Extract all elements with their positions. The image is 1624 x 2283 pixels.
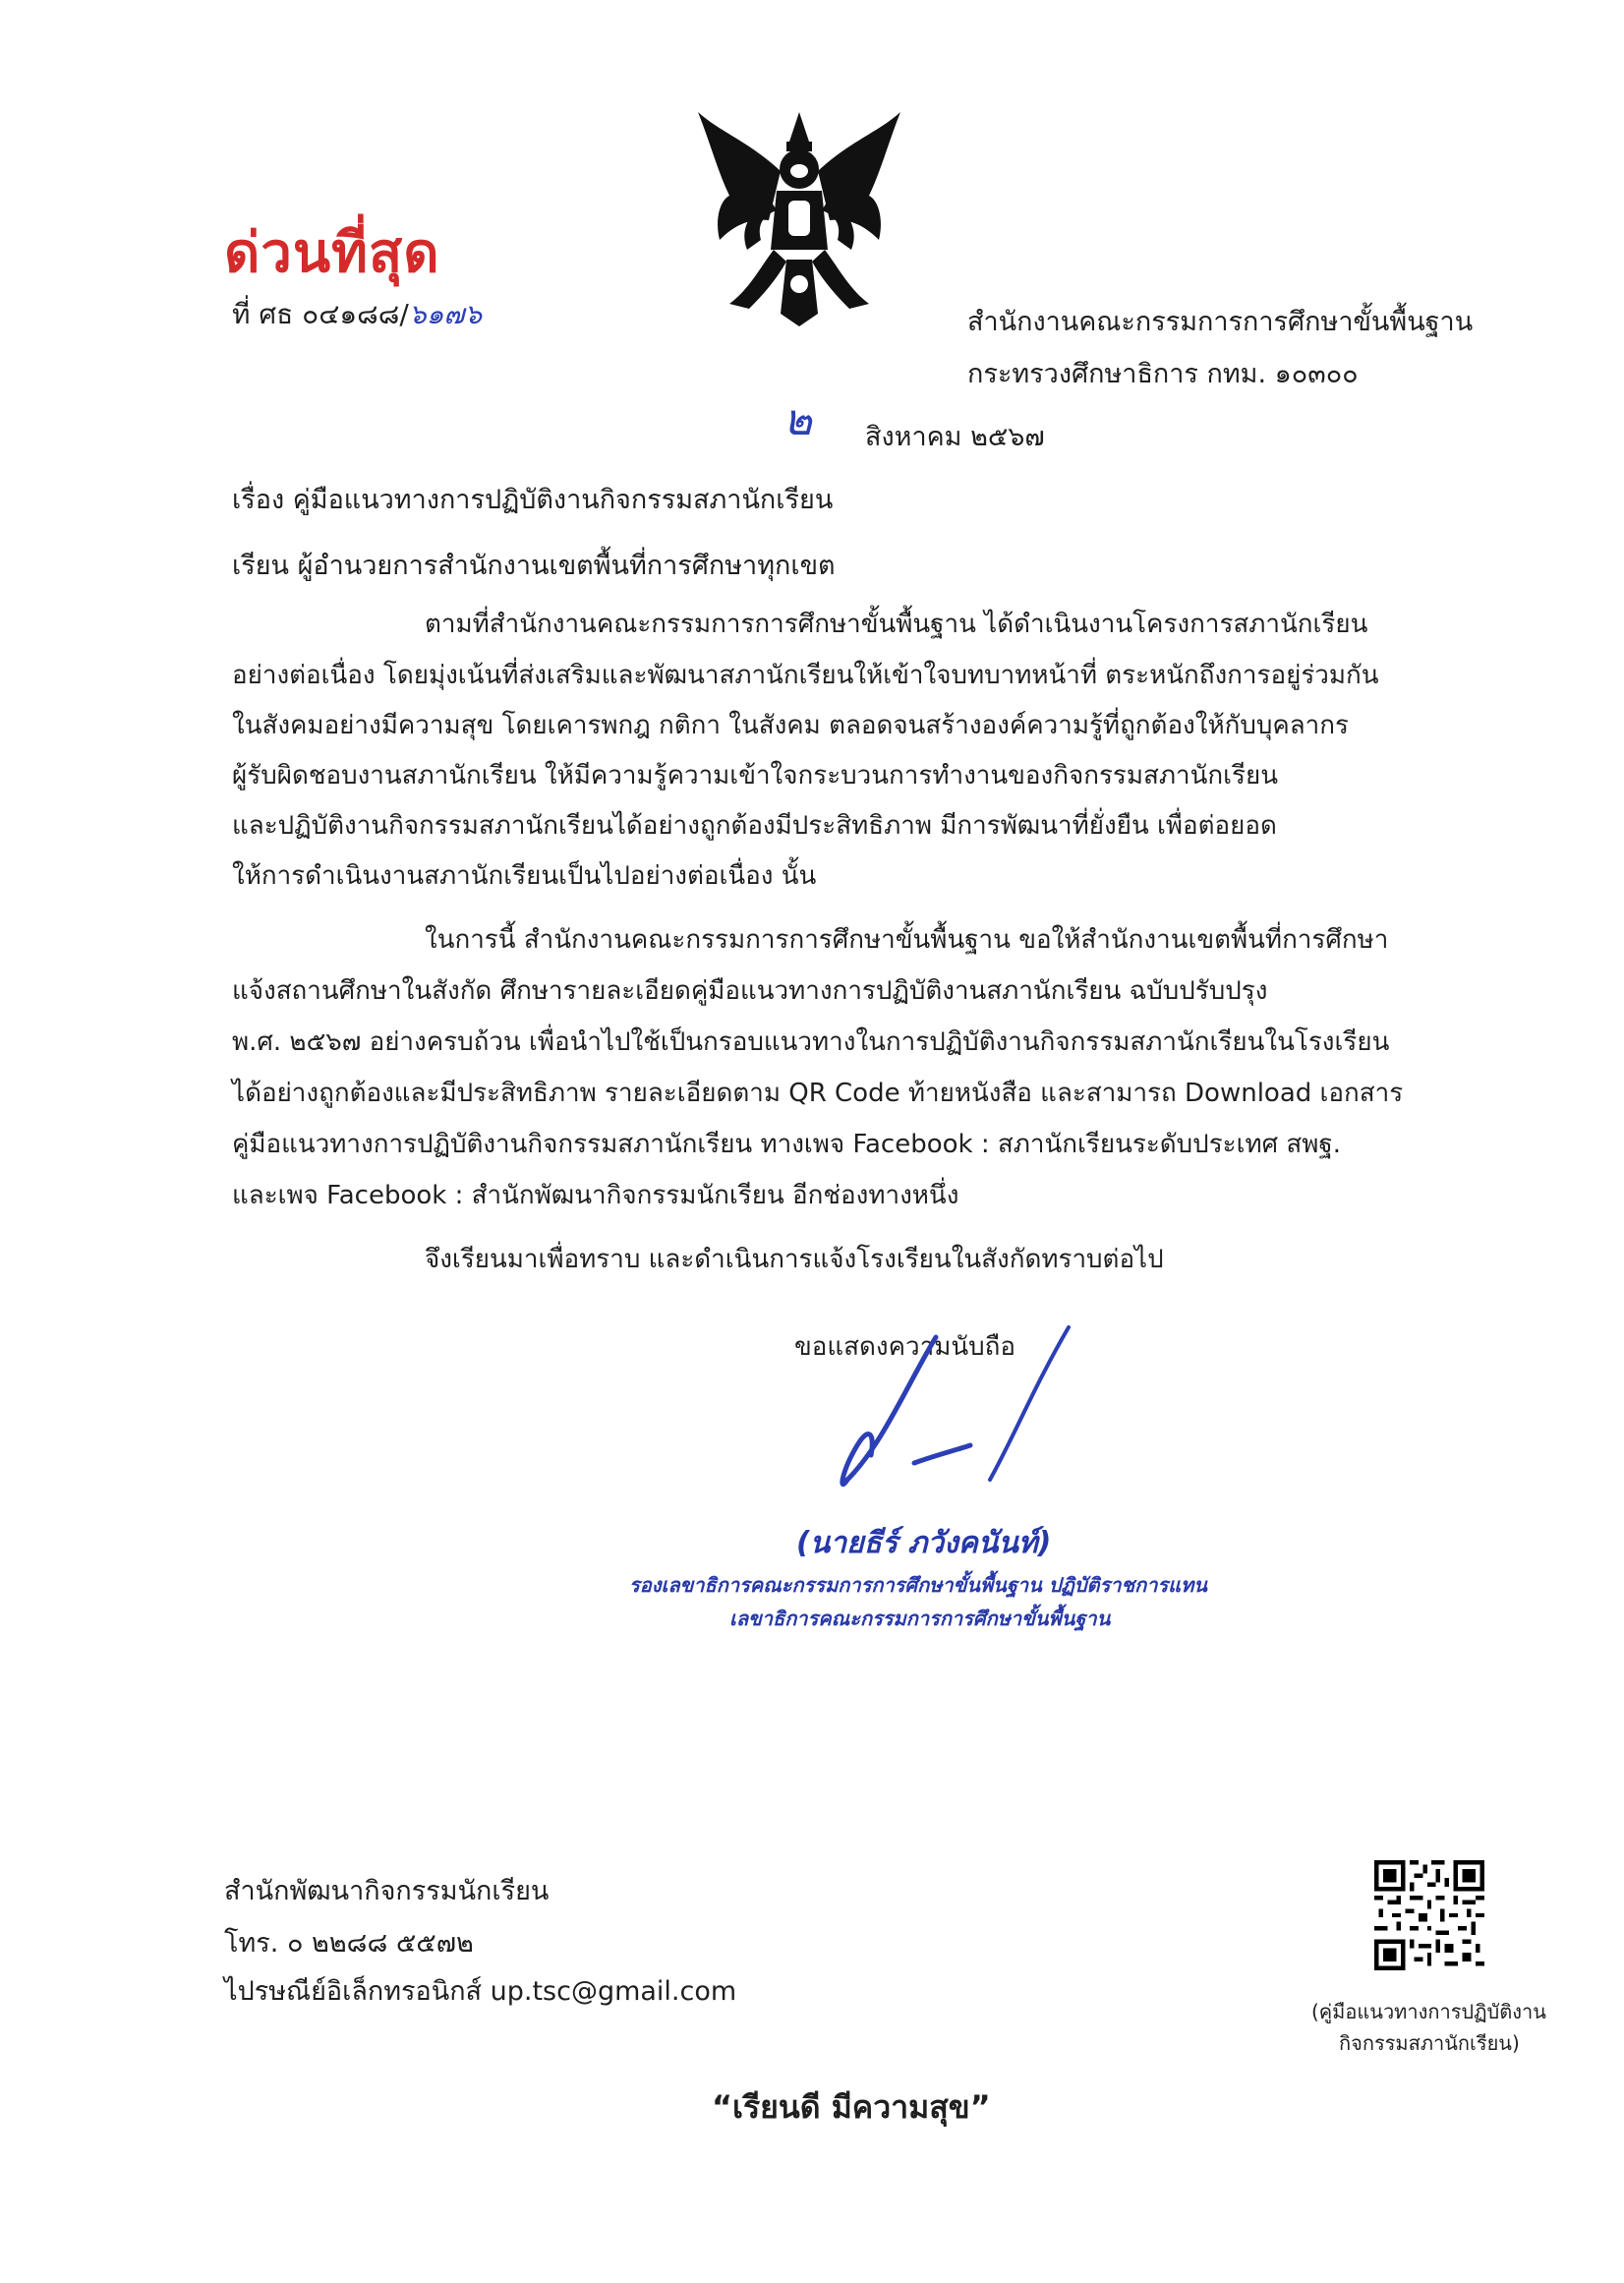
body-p1-line-3: ในสังคมอย่างมีความสุข โดยเคารพกฎ กติกา ในสังคม ตลอดจนสร้างองค์ความรู้ที่ถูกต้องให้กับบุคลากร bbox=[232, 711, 1349, 740]
body-p1-line-4: ผู้รับผิดชอบงานสภานักเรียน ให้มีความรู้ความเข้าใจกระบวนการทำงานของกิจกรรมสภานักเรียน bbox=[232, 761, 1279, 790]
contact-email: ไปรษณีย์อิเล็กทรอนิกส์ up.tsc@gmail.com bbox=[224, 1976, 737, 2007]
document-number-prefix: ที่ ศธ ๐๔๑๘๘/ bbox=[232, 298, 409, 330]
qr-code-icon bbox=[1374, 1860, 1484, 1970]
body-p2-line-2: แจ้งสถานศึกษาในสังกัด ศึกษารายละเอียดคู่มือแนวทางการปฏิบัติงานสภานักเรียน ฉบับปรับปรุง bbox=[232, 976, 1268, 1006]
sender-office-line-1: สำนักงานคณะกรรมการการศึกษาขั้นพื้นฐาน bbox=[967, 307, 1474, 337]
signatory-position-2: เลขาธิการคณะกรรมการการศึกษาขั้นพื้นฐาน bbox=[729, 1607, 1111, 1630]
body-p2-line-1: ในการนี้ สำนักงานคณะกรรมการการศึกษาขั้นพื้นฐาน ขอให้สำนักงานเขตพื้นที่การศึกษา bbox=[425, 925, 1389, 955]
signatory-name: (นายธีร์ ภวังคนันท์) bbox=[796, 1526, 1052, 1560]
garuda-emblem-icon bbox=[690, 102, 908, 328]
contact-office: สำนักพัฒนากิจกรรมนักเรียน bbox=[224, 1876, 550, 1906]
signatory-position-1: รองเลขาธิการคณะกรรมการการศึกษาขั้นพื้นฐาน ปฏิบัติราชการแทน bbox=[629, 1573, 1207, 1597]
body-p2-line-5: คู่มือแนวทางการปฏิบัติงานกิจกรรมสภานักเรียน ทางเพจ Facebook : สภานักเรียนระดับประเทศ สพฐ. bbox=[232, 1130, 1342, 1159]
body-p1-line-2: อย่างต่อเนื่อง โดยมุ่งเน้นที่ส่งเสริมและพัฒนาสภานักเรียนให้เข้าใจบทบาทหน้าที่ ตระหนักถึงการอยู่ร่วมกัน bbox=[232, 661, 1379, 690]
contact-phone: โทร. ๐ ๒๒๘๘ ๕๕๗๒ bbox=[224, 1928, 474, 1959]
body-p2-line-3: พ.ศ. ๒๕๖๗ อย่างครบถ้วน เพื่อนำไปใช้เป็นกรอบแนวทางในการปฏิบัติงานกิจกรรมสภานักเรียนในโรงเรียน bbox=[232, 1027, 1390, 1057]
urgency-stamp: ด่วนที่สุด bbox=[224, 221, 440, 285]
body-p3-line-1: จึงเรียนมาเพื่อทราบ และดำเนินการแจ้งโรงเรียนในสังกัดทราบต่อไป bbox=[425, 1245, 1164, 1274]
body-p1-line-1: ตามที่สำนักงานคณะกรรมการการศึกษาขั้นพื้นฐาน ได้ดำเนินงานโครงการสภานักเรียน bbox=[425, 610, 1368, 639]
salutation-line: เรียน ผู้อำนวยการสำนักงานเขตพื้นที่การศึกษาทุกเขต bbox=[232, 551, 836, 581]
motto: “เรียนดี มีความสุข” bbox=[712, 2088, 991, 2126]
body-p2-line-4: ได้อย่างถูกต้องและมีประสิทธิภาพ รายละเอียดตาม QR Code ท้ายหนังสือ และสามารถ Download เอกสาร bbox=[232, 1079, 1404, 1108]
signature-closing: ขอแสดงความนับถือ bbox=[794, 1332, 1015, 1362]
body-p2-line-6: และเพจ Facebook : สำนักพัฒนากิจกรรมนักเรียน อีกช่องทางหนึ่ง bbox=[232, 1181, 959, 1210]
sender-office-line-2: กระทรวงศึกษาธิการ กทม. ๑๐๓๐๐ bbox=[967, 359, 1359, 389]
document-number-handwritten: ๖๑๗๖ bbox=[408, 298, 483, 330]
body-p1-line-5: และปฏิบัติงานกิจกรรมสภานักเรียนได้อย่างถูกต้องมีประสิทธิภาพ มีการพัฒนาที่ยั่งยืน เพื่อต่อยอด bbox=[232, 811, 1277, 841]
qr-caption-line-1: (คู่มือแนวทางการปฏิบัติงาน bbox=[1311, 2000, 1546, 2023]
document-number bbox=[232, 293, 482, 336]
date-day-handwritten: ๒ bbox=[783, 395, 813, 445]
qr-caption-line-2: กิจกรรมสภานักเรียน) bbox=[1339, 2031, 1520, 2055]
body-p1-line-6: ให้การดำเนินงานสภานักเรียนเป็นไปอย่างต่อเนื่อง นั้น bbox=[232, 861, 817, 891]
subject-line: เรื่อง คู่มือแนวทางการปฏิบัติงานกิจกรรมสภานักเรียน bbox=[232, 485, 834, 515]
handwritten-signature-icon bbox=[788, 1308, 1083, 1504]
date-month-year: สิงหาคม ๒๕๖๗ bbox=[865, 422, 1045, 452]
